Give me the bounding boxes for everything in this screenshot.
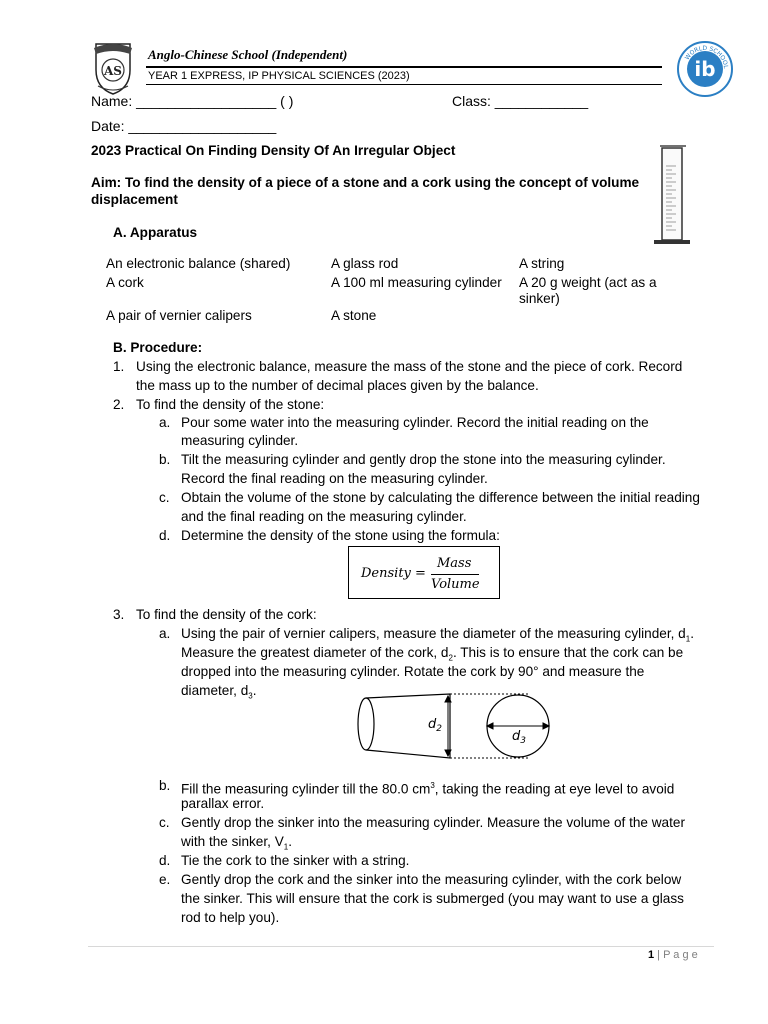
formula-lhs: Density = xyxy=(361,566,426,581)
course-title: YEAR 1 EXPRESS, IP PHYSICAL SCIENCES (2023) xyxy=(148,70,410,82)
substep-text: rod to help you). xyxy=(181,910,280,925)
apparatus-item: sinker) xyxy=(519,291,560,306)
superscript: 3 xyxy=(430,781,435,790)
step-number: 2. xyxy=(113,397,125,412)
substep-label: a. xyxy=(159,415,171,430)
substep-text: measuring cylinder. xyxy=(181,433,299,448)
aim-line-2: displacement xyxy=(91,192,178,207)
formula-denominator: Volume xyxy=(431,577,480,592)
substep-label: d. xyxy=(159,528,171,543)
substep-text-part: diameter, d xyxy=(181,683,249,698)
substep-label: b. xyxy=(159,452,171,467)
name-field[interactable]: Name: __________________ ( ) xyxy=(91,93,294,109)
substep-text-part: , taking the reading at eye level to avoid xyxy=(434,781,675,797)
subscript: 2 xyxy=(448,653,453,663)
substep-text: Gently drop the sinker into the measuring cylinder. Measure the volume of the water xyxy=(181,815,685,830)
apparatus-item: A stone xyxy=(331,308,377,323)
school-crest-logo xyxy=(92,40,134,96)
apparatus-item: A 20 g weight (act as a xyxy=(519,275,657,290)
substep-text-part: . xyxy=(288,834,292,849)
page-footer xyxy=(648,946,698,964)
substep-text: Gently drop the cork and the sinker into the measuring cylinder, with the cork below xyxy=(181,872,682,887)
page-title: 2023 Practical On Finding Density Of An Irregular Object xyxy=(91,143,456,158)
density-formula-box xyxy=(348,546,500,599)
apparatus-item: A 100 ml measuring cylinder xyxy=(331,275,502,290)
formula-numerator: Mass xyxy=(437,556,472,571)
substep-label: d. xyxy=(159,853,171,868)
substep-text: parallax error. xyxy=(181,796,265,811)
substep-label: b. xyxy=(159,778,171,793)
step-text: Using the electronic balance, measure the mass of the stone and the piece of cork. Record xyxy=(136,359,683,374)
cork-diameter-diagram xyxy=(352,690,556,762)
substep-label: a. xyxy=(159,626,171,641)
apparatus-heading: A. Apparatus xyxy=(113,225,198,240)
header-rule-bottom xyxy=(146,84,662,85)
step-text: the mass up to the number of decimal places given by the balance. xyxy=(136,378,539,393)
substep-text-part: . xyxy=(252,683,257,698)
class-field[interactable]: Class: ____________ xyxy=(452,93,589,109)
apparatus-item: A string xyxy=(519,256,565,271)
formula-fraction-bar xyxy=(431,574,479,575)
d3-label: $d_3$ xyxy=(512,729,526,746)
ib-ring-text: WORLD SCHOOL xyxy=(683,44,730,69)
substep-label: c. xyxy=(159,815,170,830)
page-label: | P a g e xyxy=(654,949,698,961)
step-number: 1. xyxy=(113,359,125,374)
substep-text: Pour some water into the measuring cylinder. Record the initial reading on the xyxy=(181,415,649,430)
crest-text: AS xyxy=(104,64,122,78)
substep-text: Tilt the measuring cylinder and gently drop the stone into the measuring cylinder. xyxy=(181,452,666,467)
school-name: Anglo-Chinese School (Independent) xyxy=(148,47,348,62)
subscript: 1 xyxy=(685,634,691,644)
footer-rule xyxy=(88,946,714,947)
step-text: To find the density of the cork: xyxy=(136,607,317,622)
subscript: 3 xyxy=(248,691,253,701)
substep-text: dropped into the measuring cylinder. Rotate the cork by 90° and measure the xyxy=(181,664,645,679)
step-number: 3. xyxy=(113,607,125,622)
substep-text: Determine the density of the stone using the formula: xyxy=(181,528,500,543)
apparatus-item: An electronic balance (shared) xyxy=(106,256,291,271)
substep-text-part: Measure the greatest diameter of the cork, d xyxy=(181,645,449,660)
page-number: 1 xyxy=(648,949,655,961)
substep-text: Obtain the volume of the stone by calculating the difference between the initial reading xyxy=(181,490,700,505)
substep-label: c. xyxy=(159,490,170,505)
substep-text-part: . This is to ensure that the cork can be xyxy=(452,645,684,660)
apparatus-item: A glass rod xyxy=(331,256,399,271)
step-text: To find the density of the stone: xyxy=(136,397,325,412)
date-field[interactable]: Date: ___________________ xyxy=(91,118,277,134)
substep-text-part: with the sinker, V xyxy=(181,834,284,849)
measuring-cylinder-illustration xyxy=(648,142,694,248)
procedure-heading: B. Procedure: xyxy=(113,340,203,355)
apparatus-item: A pair of vernier calipers xyxy=(106,308,252,323)
ib-logo-text: ib xyxy=(694,57,716,81)
apparatus-item: A cork xyxy=(106,275,144,290)
substep-text-part: Using the pair of vernier calipers, measure the diameter of the measuring cylinder, d xyxy=(181,626,686,641)
substep-text: Tie the cork to the sinker with a string. xyxy=(181,853,410,868)
substep-text-part: . xyxy=(690,626,694,641)
substep-text xyxy=(181,682,257,706)
ib-world-school-logo xyxy=(676,40,734,98)
substep-text: and the final reading on the measuring cylinder. xyxy=(181,509,467,524)
d2-label: $d_2$ xyxy=(428,717,442,734)
substep-text: the sinker. This will ensure that the cork is submerged (you may want to use a glass xyxy=(181,891,684,906)
substep-text: Record the final reading on the measuring cylinder. xyxy=(181,471,488,486)
substep-label: e. xyxy=(159,872,171,887)
substep-text-part: Fill the measuring cylinder till the 80.0 cm xyxy=(181,781,431,797)
aim-line-1: Aim: To find the density of a piece of a stone and a cork using the concept of volume xyxy=(91,175,640,190)
subscript: 1 xyxy=(283,842,289,852)
